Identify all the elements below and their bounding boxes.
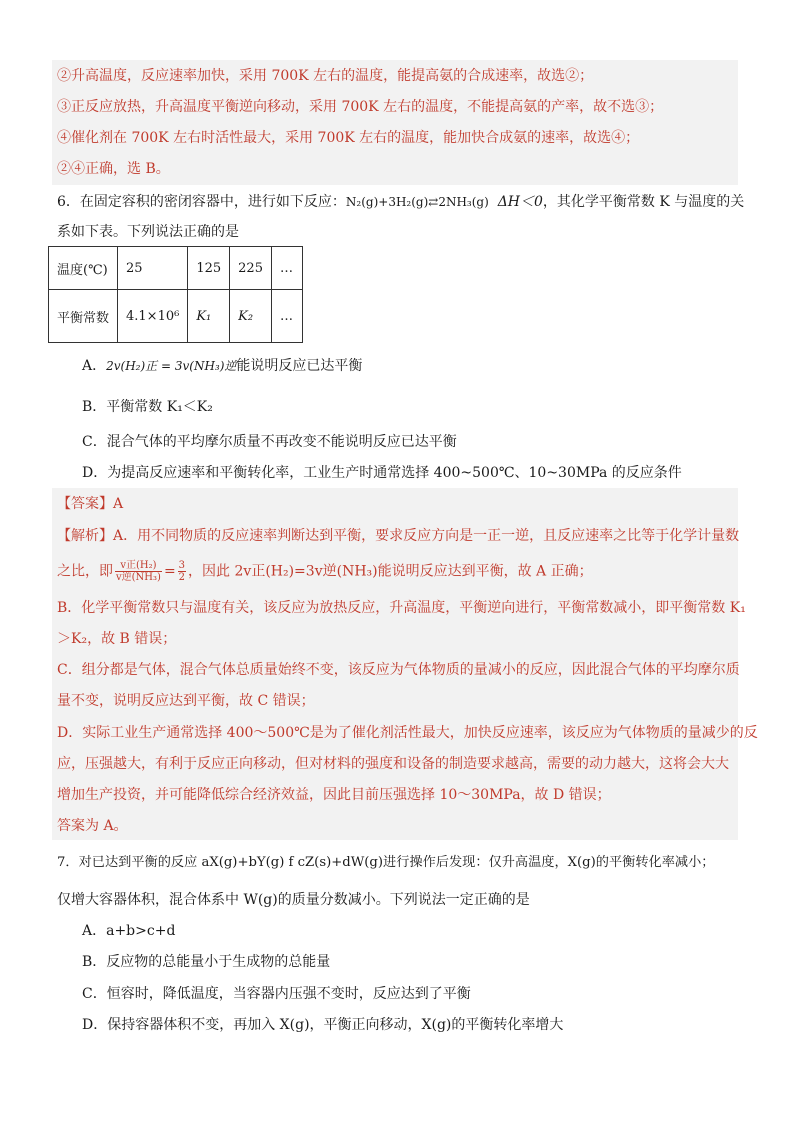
q6-analysis-d-line-1: D．实际工业生产通常选择 400～500℃是为了催化剂活性最大，加快反应速率，该反应为气体物质的量减少的反	[57, 725, 758, 741]
prev-analysis-line-4: ②④正确，选 B。	[57, 161, 170, 177]
q6-analysis-d-line-3: 增加生产投资，并可能降低综合经济效益，因此目前压强选择 10～30MPa，故 D 错误；	[57, 787, 611, 803]
fraction-equals: =	[163, 563, 176, 580]
q6-option-a-expression: 2v(H₂)正 = 3v(NH₃)逆	[106, 359, 237, 373]
q6-option-b: B．平衡常数 K₁＜K₂	[82, 399, 213, 415]
q6-equation: N₂(g)+3H₂(g)⇄2NH₃(g)	[345, 195, 489, 209]
q7-option-d: D．保持容器体积不变，再加入 X(g)，平衡正向移动，X(g)的平衡转化率增大	[82, 1017, 564, 1033]
table-cell: 225	[230, 247, 272, 290]
q6-enthalpy: ΔH＜0	[497, 194, 543, 210]
q7-option-c: C．恒容时，降低温度，当容器内压强不变时，反应达到了平衡	[82, 986, 471, 1002]
q6-option-a-text: 能说明反应已达平衡	[236, 358, 363, 374]
table-cell: 温度(℃)	[49, 247, 118, 290]
rate-ratio-fraction	[115, 560, 162, 583]
q6-stem-line-1	[57, 192, 744, 212]
q7-stem-line-1: 7．对已达到平衡的反应 aX(g)+bY(g) f cZ(s)+dW(g)进行操作后发现：仅升高温度，X(g)的平衡转化率减小；	[57, 855, 715, 870]
fraction-denominator: v逆(NH₃)	[116, 572, 161, 583]
q6-analysis-d-line-2: 应，压强越大，有利于反应正向移动，但对材料的强度和设备的制造要求越高，需要的动力越大，这将会大大	[57, 756, 729, 772]
ratio-value-fraction	[178, 560, 186, 583]
fraction-denominator: 2	[178, 572, 186, 583]
prev-analysis-line-2: ③正反应放热，升高温度平衡逆向移动，采用 700K 左右的温度，不能提高氨的产率，故不选③；	[57, 99, 664, 115]
table-cell: 平衡常数	[49, 290, 118, 343]
table-row	[49, 290, 303, 343]
q6-option-c: C．混合气体的平均摩尔质量不再改变不能说明反应已达平衡	[82, 434, 457, 450]
option-letter: A．	[82, 358, 107, 374]
fraction-numerator: 3	[178, 560, 186, 571]
q6-analysis-a-line-2	[57, 560, 593, 583]
equilibrium-constant-table	[48, 246, 303, 343]
table-cell: K₁	[188, 290, 230, 343]
fraction-numerator: v正(H₂)	[115, 560, 162, 572]
table-row	[49, 247, 303, 290]
q6-stem-part-b: ，其化学平衡常数 K 与温度的关	[542, 194, 745, 210]
q6-option-a	[82, 356, 362, 376]
table-cell: …	[271, 247, 302, 290]
q6-analysis-a-line-1	[57, 526, 739, 546]
table-cell: 4.1×10⁶	[118, 290, 188, 343]
analysis-text: A．用不同物质的反应速率判断达到平衡，要求反应方向是一正一逆，且反应速率之比等于化学计量数	[113, 528, 740, 544]
q6-analysis-c-line-1: C．组分都是气体，混合气体总质量始终不变，该反应为气体物质的量减小的反应，因此混合气体的平均摩尔质	[57, 662, 740, 678]
q6-analysis-b-line-1: B．化学平衡常数只与温度有关，该反应为放热反应，升高温度，平衡逆向进行，平衡常数减小，即平衡常数 K₁	[57, 600, 746, 616]
prev-analysis-line-1: ②升高温度，反应速率加快，采用 700K 左右的温度，能提高氨的合成速率，故选②；	[57, 68, 594, 84]
table-cell: …	[271, 290, 302, 343]
q7-option-a: A．a+b>c+d	[82, 923, 176, 939]
table-cell: 25	[118, 247, 188, 290]
table-cell: 125	[188, 247, 230, 290]
q6-stem-part-a: 6．在固定容积的密闭容器中，进行如下反应：	[57, 194, 346, 210]
q6-answer: 【答案】A	[57, 496, 124, 512]
q6-analysis-conclusion: 答案为 A。	[57, 818, 128, 834]
q6-stem-line-2: 系如下表。下列说法正确的是	[57, 224, 239, 240]
table-cell: K₂	[230, 290, 272, 343]
analysis-text: 之比，即	[57, 563, 113, 580]
analysis-tag: 【解析】	[57, 528, 113, 544]
prev-analysis-line-3: ④催化剂在 700K 左右时活性最大，采用 700K 左右的温度，能加快合成氨的速率，故选④；	[57, 130, 640, 146]
q6-option-d: D．为提高反应速率和平衡转化率，工业生产时通常选择 400~500℃、10~30MPa 的反应条件	[82, 465, 682, 481]
q7-stem-line-2: 仅增大容器体积，混合体系中 W(g)的质量分数减小。下列说法一定正确的是	[57, 892, 530, 908]
q6-analysis-c-line-2: 量不变，说明反应达到平衡，故 C 错误；	[57, 693, 315, 709]
q6-analysis-b-line-2: ＞K₂，故 B 错误；	[57, 631, 177, 647]
analysis-text: ，因此 2v正(H₂)=3v逆(NH₃)能说明反应达到平衡，故 A 正确；	[188, 563, 593, 580]
q7-option-b: B．反应物的总能量小于生成物的总能量	[82, 954, 331, 970]
